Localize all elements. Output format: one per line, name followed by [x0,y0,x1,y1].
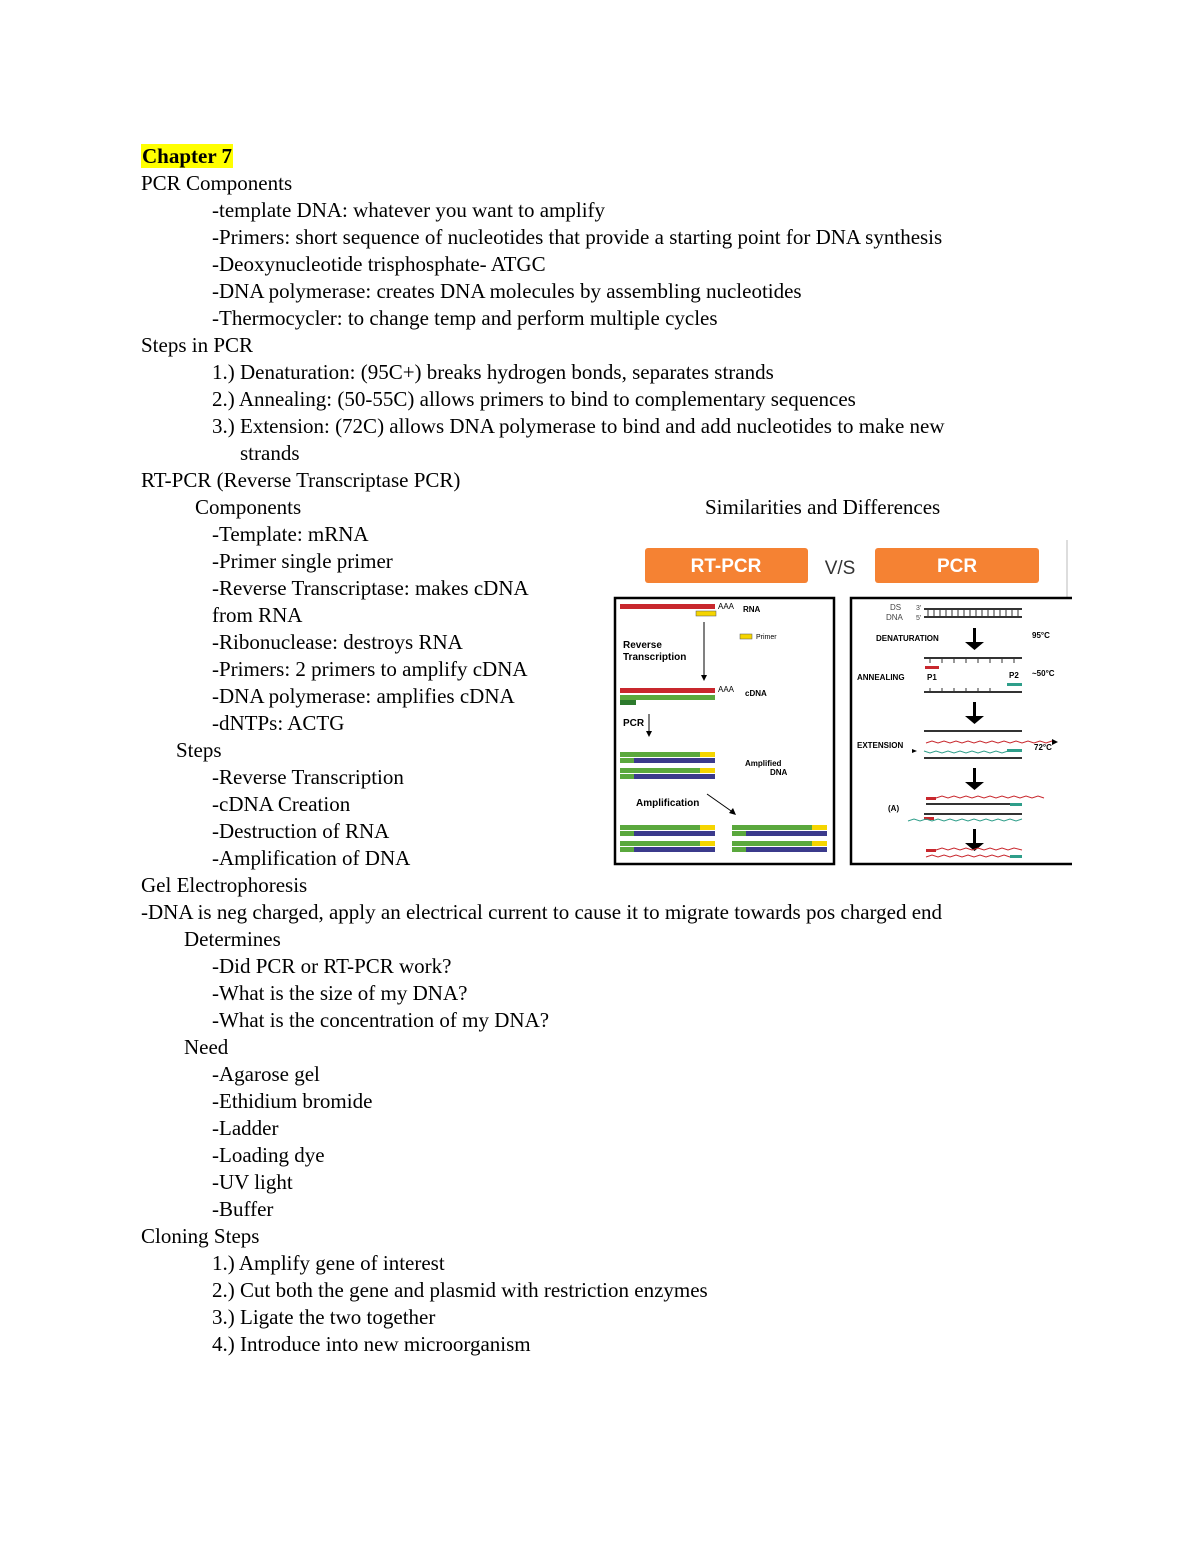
rt-pcr-component-item: -DNA polymerase: amplifies cDNA [212,684,515,708]
rt-pcr-badge: RT-PCR [690,556,762,577]
pcr-steps-heading: Steps in PCR [141,333,254,357]
cdna-strand [620,695,715,700]
reverse-label: Reverse [623,640,662,651]
rt-pcr-component-item: -dNTPs: ACTG [212,711,345,735]
cloning-step: 4.) Introduce into new microorganism [212,1332,531,1356]
rna-strand-2 [620,688,715,693]
denaturation-temp: 95°C [1032,631,1050,640]
gel-determines-heading: Determines [184,927,281,951]
annealing-label: ANNEALING [857,673,905,682]
primer-p1 [925,666,939,669]
three-prime-label: 3' [916,605,922,612]
pcr-component-item: -template DNA: whatever you want to amplify [212,198,606,222]
gel-heading: Gel Electrophoresis [141,873,308,897]
rt-pcr-step-item: -Destruction of RNA [212,819,390,843]
extension-temp: 72°C [1034,743,1052,752]
primer-legend-swatch [740,634,752,639]
rt-pcr-component-item: -Primer single primer [212,549,393,573]
cloning-heading: Cloning Steps [141,1224,260,1248]
primer-legend-label: Primer [756,634,777,641]
gel-need-item: -Ladder [212,1116,279,1140]
rt-pcr-step-item: -Amplification of DNA [212,846,411,870]
amplified-label: Amplified [745,759,782,768]
gel-description: -DNA is neg charged, apply an electrical current to cause it to migrate towards pos charged end [141,900,943,924]
primer-p2 [1007,683,1022,686]
gel-need-item: -Buffer [212,1197,274,1221]
p2-label: P2 [1009,671,1019,680]
pcr-component-item: -Thermocycler: to change temp and perform multiple cycles [212,306,718,330]
pcr-step-item: 3.) Extension: (72C) allows DNA polymerase to bind and add nucleotides to make new [212,414,945,438]
rt-pcr-vs-pcr-figure [612,538,1072,868]
rt-pcr-component-item: -Primers: 2 primers to amplify cDNA [212,657,528,681]
primer-mark [696,611,716,616]
gel-determines-item: -What is the concentration of my DNA? [212,1008,550,1032]
pcr-component-item: -Deoxynucleotide trisphosphate- ATGC [212,252,546,276]
figure-caption: Similarities and Differences [705,495,941,519]
pcr-step-item: 1.) Denaturation: (95C+) breaks hydrogen bonds, separates strands [212,360,774,384]
cdna-label: cDNA [745,689,767,698]
a-label: (A) [888,804,900,813]
pcr-component-item: -DNA polymerase: creates DNA molecules by assembling nucleotides [212,279,802,303]
pcr-badge: PCR [936,556,978,577]
pcr-step-item: strands [240,441,300,465]
rt-pcr-component-item: -Ribonuclease: destroys RNA [212,630,463,654]
ds-label: DS [890,603,902,612]
amplification-label: Amplification [636,798,700,809]
ds-dna-label: DNA [886,613,903,622]
gel-determines-item: -Did PCR or RT-PCR work? [212,954,452,978]
rt-pcr-component-item: from RNA [212,603,303,627]
rt-pcr-components-heading: Components [195,495,302,519]
pcr-components-heading: PCR Components [141,171,293,195]
amplified-dna-label: DNA [770,768,788,777]
rt-pcr-steps-heading: Steps [176,738,222,762]
rt-pcr-step-item: -cDNA Creation [212,792,351,816]
gel-need-item: -Loading dye [212,1143,325,1167]
extension-label: EXTENSION [857,741,904,750]
poly-a-label-2: AAA [718,685,735,694]
five-prime-label: 5' [916,615,922,622]
annealing-temp: ~50°C [1032,669,1055,678]
gel-need-item: -Ethidium bromide [212,1089,373,1113]
pcr-component-item: -Primers: short sequence of nucleotides that provide a starting point for DNA synthesis [212,225,943,249]
chapter-title: Chapter 7 [142,144,233,168]
rt-pcr-component-item: -Reverse Transcriptase: makes cDNA [212,576,529,600]
rna-strand [620,604,715,609]
gel-determines-item: -What is the size of my DNA? [212,981,468,1005]
rna-label: RNA [743,605,761,614]
rt-pcr-step-item: -Reverse Transcription [212,765,404,789]
gel-need-heading: Need [184,1035,229,1059]
vs-label: V/S [824,558,856,579]
cloning-step: 1.) Amplify gene of interest [212,1251,445,1275]
gel-need-item: -UV light [212,1170,293,1194]
denaturation-label: DENATURATION [876,634,939,643]
p1-label: P1 [927,673,937,682]
rt-pcr-component-item: -Template: mRNA [212,522,369,546]
poly-a-label: AAA [718,602,735,611]
cloning-step: 2.) Cut both the gene and plasmid with restriction enzymes [212,1278,708,1302]
cloning-step: 3.) Ligate the two together [212,1305,436,1329]
pcr-step-item: 2.) Annealing: (50-55C) allows primers to bind to complementary sequences [212,387,856,411]
gel-need-item: -Agarose gel [212,1062,320,1086]
rt-pcr-heading: RT-PCR (Reverse Transcriptase PCR) [141,468,461,492]
pcr-step-label: PCR [623,718,645,729]
transcription-label: Transcription [623,652,687,663]
